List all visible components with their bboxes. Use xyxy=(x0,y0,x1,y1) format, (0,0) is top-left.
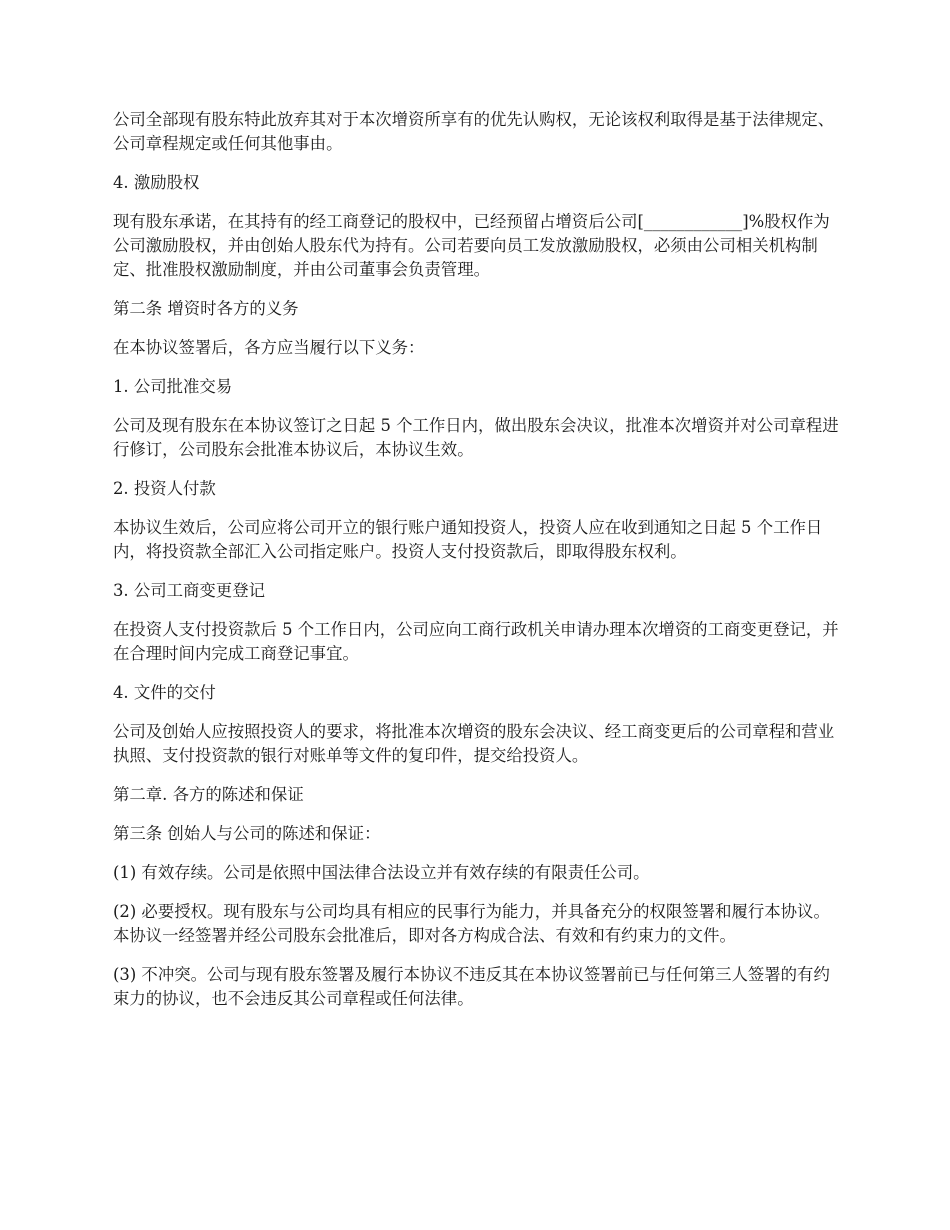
paragraph-necessary-authorization: (2) 必要授权。现有股东与公司均具有相应的民事行为能力，并具备充分的权限签署和履行本协议。本协议一经签署并经公司股东会批准后，即对各方构成合法、有效和有约束力的文件。 xyxy=(113,902,830,945)
heading-incentive-equity: 4. 激励股权 xyxy=(113,173,200,192)
paragraph-no-conflict: (3) 不冲突。公司与现有股东签署及履行本协议不违反其在本协议签署前已与任何第三人签署的有约束力的协议，也不会违反其公司章程或任何法律。 xyxy=(113,965,830,1008)
paragraph-waiver: 公司全部现有股东特此放弃其对于本次增资所享有的优先认购权，无论该权利取得是基于法律规定、公司章程规定或任何其他事由。 xyxy=(113,110,835,153)
heading-article-2: 第二条 增资时各方的义务 xyxy=(113,299,299,318)
heading-document-delivery: 4. 文件的交付 xyxy=(113,683,216,702)
heading-company-approval: 1. 公司批准交易 xyxy=(113,377,233,396)
heading-article-3: 第三条 创始人与公司的陈述和保证： xyxy=(113,824,381,843)
paragraph-investor-payment: 本协议生效后，公司应将公司开立的银行账户通知投资人，投资人应在收到通知之日起 5 个工作日内，将投资款全部汇入公司指定账户。投资人支付投资款后，即取得股东权利。 xyxy=(113,518,823,561)
paragraph-obligations-intro: 在本协议签署后，各方应当履行以下义务： xyxy=(113,338,425,357)
paragraph-incentive-equity: 现有股东承诺，在其持有的经工商登记的股权中，已经预留占增资后公司[____________]%股权作为公司激励股权，并由创始人股东代为持有。公司若要向员工发放激励股权，必须由公司相关机构制定、批准股权激励制度，并由公司董事会负责管理。 xyxy=(113,212,830,279)
heading-registration-change: 3. 公司工商变更登记 xyxy=(113,581,265,600)
heading-investor-payment: 2. 投资人付款 xyxy=(113,479,216,498)
paragraph-company-approval: 公司及现有股东在本协议签订之日起 5 个工作日内，做出股东会决议，批准本次增资并对公司章程进行修订，公司股东会批准本协议后，本协议生效。 xyxy=(113,416,839,459)
paragraph-document-delivery: 公司及创始人应按照投资人的要求，将批准本次增资的股东会决议、经工商变更后的公司章程和营业执照、支付投资款的银行对账单等文件的复印件，提交给投资人。 xyxy=(113,722,835,765)
document-page xyxy=(113,108,841,1026)
paragraph-registration-change: 在投资人支付投资款后 5 个工作日内，公司应向工商行政机关申请办理本次增资的工商变更登记，并在合理时间内完成工商登记事宜。 xyxy=(113,620,839,663)
paragraph-valid-existence: (1) 有效存续。公司是依照中国法律合法设立并有效存续的有限责任公司。 xyxy=(113,863,650,882)
heading-chapter-2: 第二章. 各方的陈述和保证 xyxy=(113,785,304,804)
